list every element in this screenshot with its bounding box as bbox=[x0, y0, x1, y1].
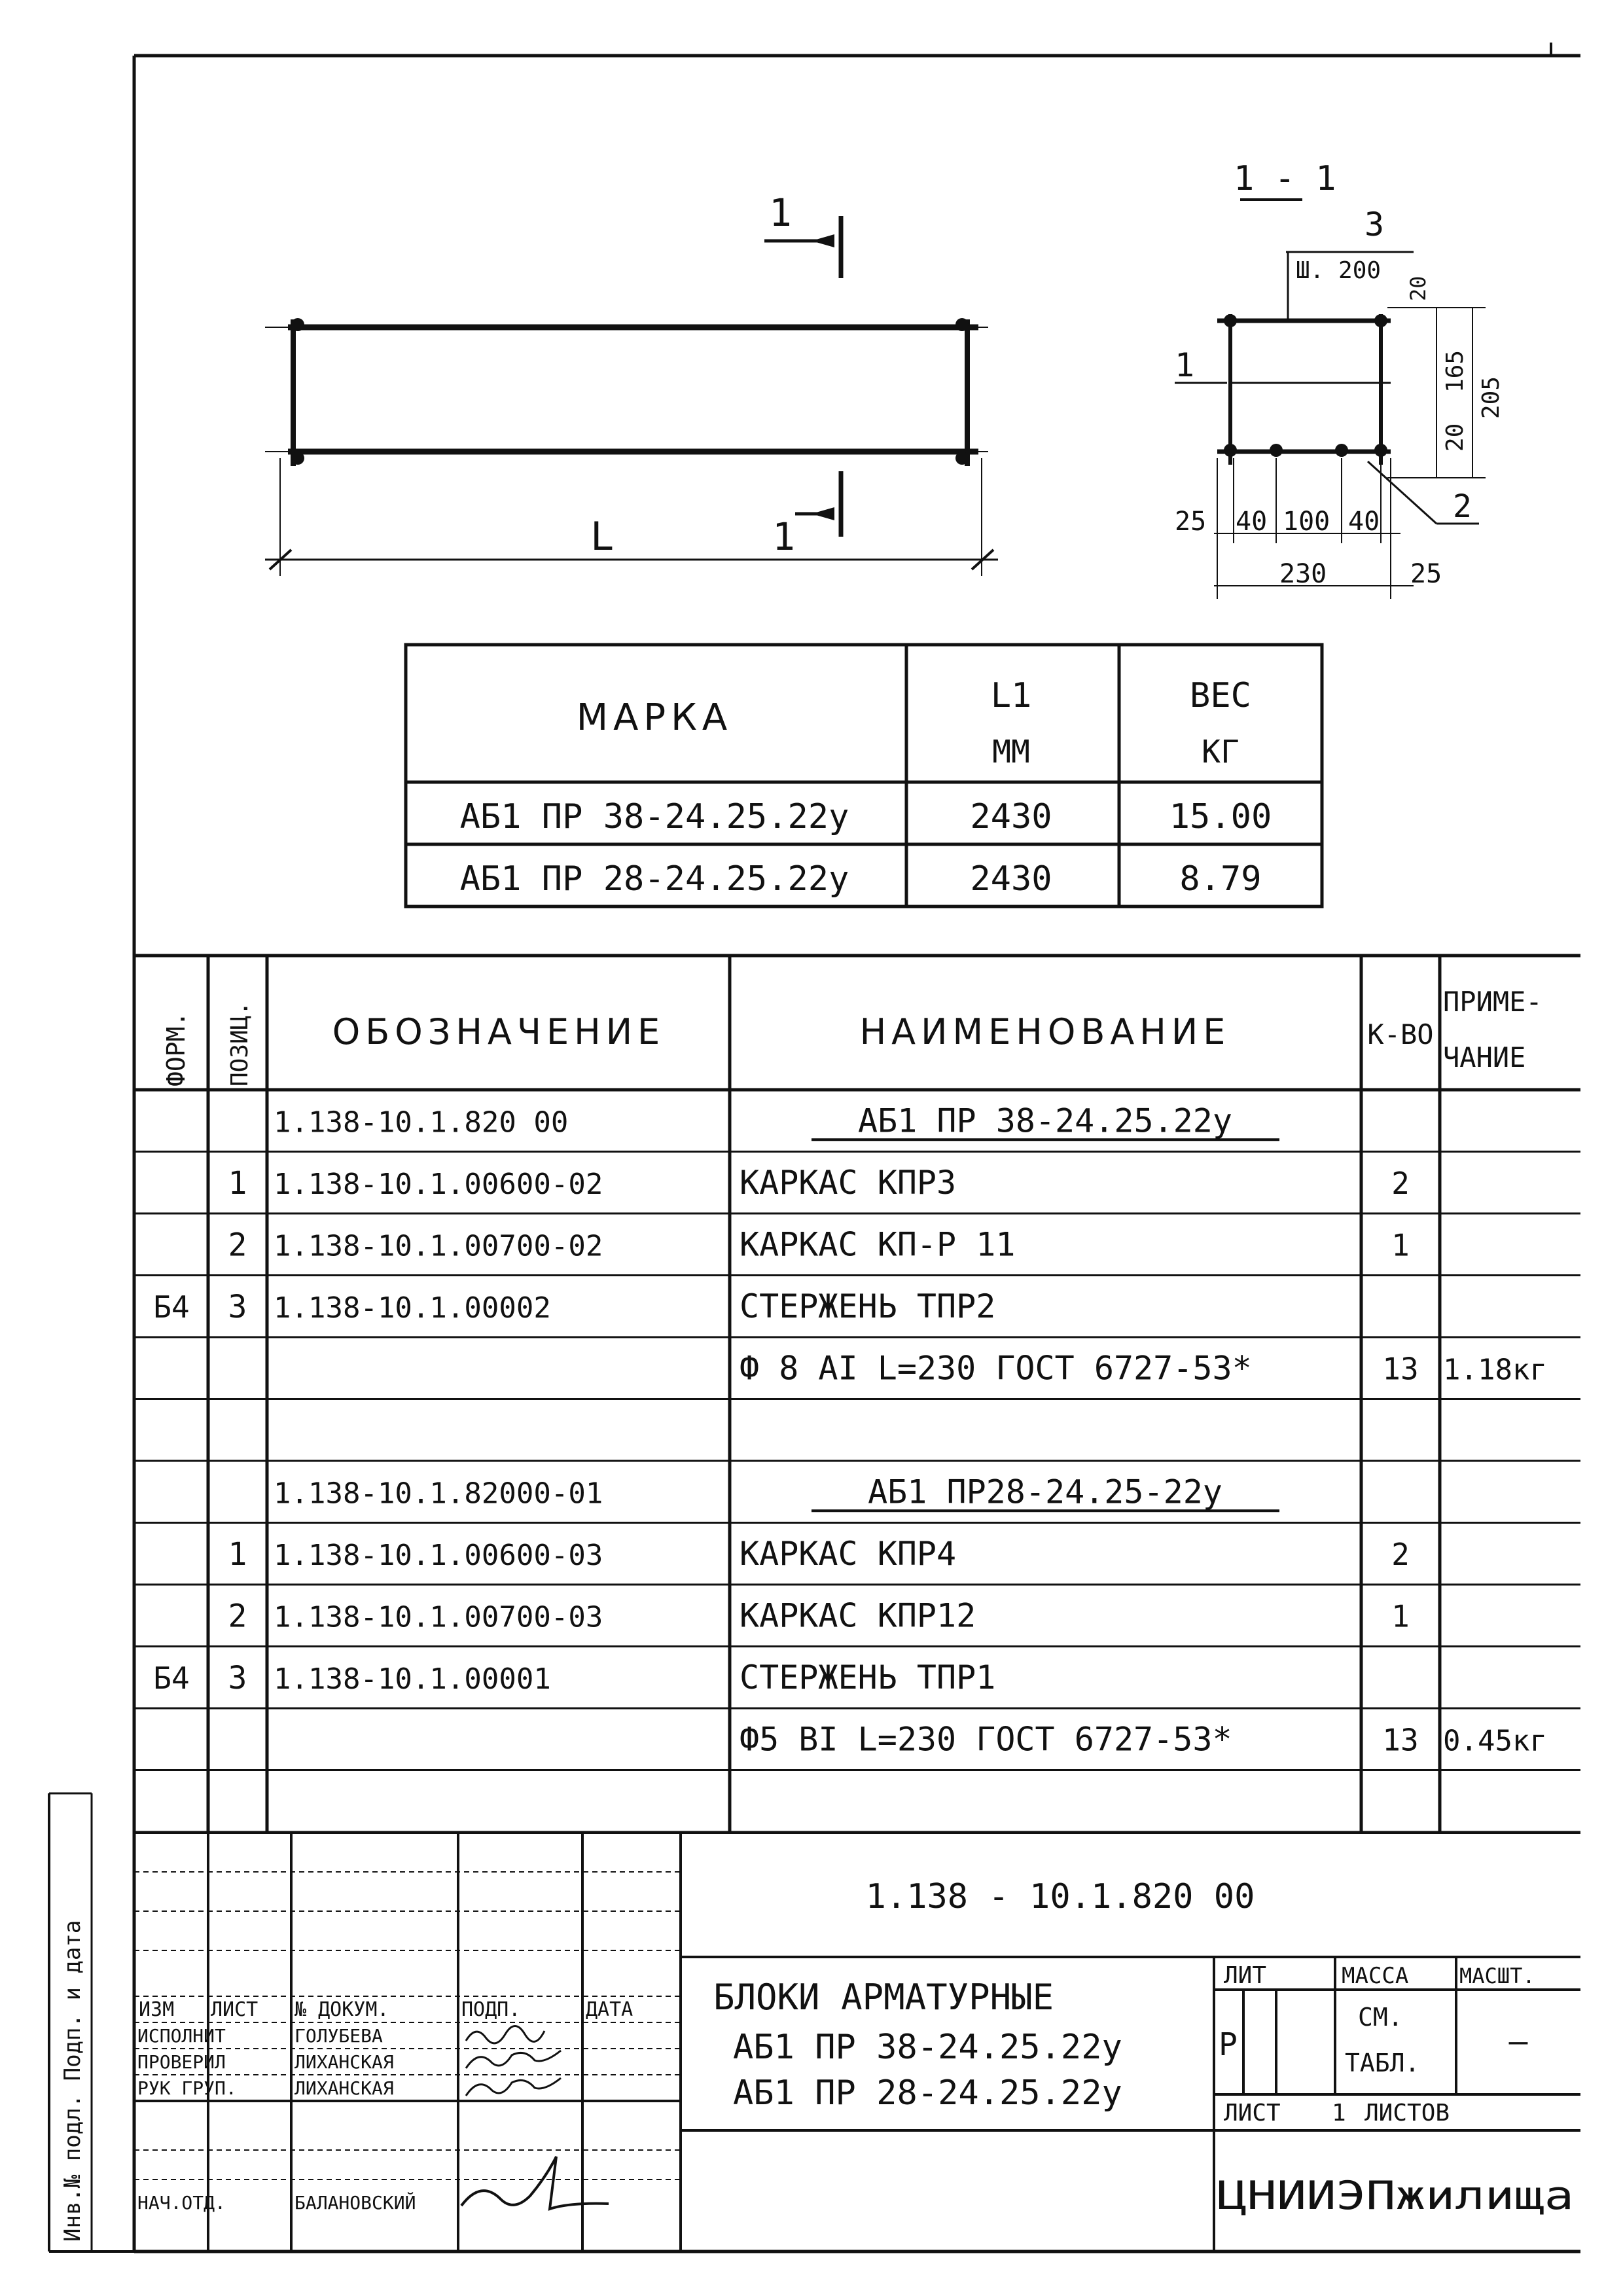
beam-elevation-drawing bbox=[265, 190, 998, 576]
lit-value: Р bbox=[1219, 2026, 1238, 2063]
title-line-1: БЛОКИ АРМАТУРНЫЕ bbox=[713, 1977, 1054, 2018]
spec-cell-pos: 2 bbox=[228, 1598, 247, 1635]
mass-value-1: СМ. bbox=[1358, 2003, 1403, 2032]
marks-header-length-unit: ММ bbox=[992, 734, 1030, 770]
rev-header-change: ИЗМ bbox=[139, 1998, 175, 2021]
spec-cell-designation: 1.138-10.1.820 00 bbox=[274, 1105, 569, 1139]
doc-code: 1.138 - 10.1.820 00 bbox=[865, 1877, 1255, 1916]
sheets-label: ЛИСТОВ bbox=[1364, 2100, 1450, 2126]
organization-name: ЦНИИЭПжилища bbox=[1217, 2173, 1574, 2219]
marks-header-length: L1 bbox=[990, 676, 1032, 715]
dim-205: 205 bbox=[1478, 376, 1505, 419]
spec-cell-qty: 13 bbox=[1382, 1722, 1419, 1758]
spec-cell-designation: 1.138-10.1.00700-02 bbox=[274, 1229, 603, 1263]
name-dept-head: БАЛАНОВСКИЙ bbox=[294, 2192, 416, 2214]
margin-label: Инв.№ подл. Подп. и дата bbox=[60, 1920, 86, 2242]
signature-dept-head bbox=[461, 2157, 609, 2209]
spec-cell-qty: 2 bbox=[1391, 1165, 1410, 1201]
marks-row-1-mark: АБ1 ПР 38-24.25.22у bbox=[459, 797, 849, 836]
left-margin-stamp bbox=[49, 1793, 134, 2251]
mass-value-2: ТАБЛ. bbox=[1345, 2049, 1420, 2077]
bar-pitch-label: Ш. 200 bbox=[1296, 257, 1382, 284]
dim-230: 230 bbox=[1279, 559, 1327, 589]
name-group-lead: ЛИХАНСКАЯ bbox=[294, 2077, 394, 2099]
spec-cell-designation: 1.138-10.1.00600-03 bbox=[274, 1538, 603, 1572]
dim-40-left: 40 bbox=[1236, 507, 1268, 537]
lit-label: ЛИТ bbox=[1224, 1962, 1267, 1989]
title-block bbox=[134, 1833, 1580, 2251]
spec-cell-designation: 1.138-10.1.00600-02 bbox=[274, 1167, 603, 1201]
signature-checker bbox=[466, 2051, 561, 2068]
spec-header-name: НАИМЕНОВАНИЕ bbox=[859, 1011, 1231, 1052]
rev-header-sign: ПОДП. bbox=[461, 1998, 521, 2021]
section-pos-3: 3 bbox=[1364, 206, 1385, 243]
spec-cell-name: КАРКАС КПР4 bbox=[740, 1534, 957, 1573]
spec-cell-form: Б4 bbox=[153, 1660, 190, 1696]
spec-cell-qty: 2 bbox=[1391, 1536, 1410, 1572]
role-developer: ИСПОЛНИТ bbox=[137, 2025, 226, 2047]
spec-rows bbox=[153, 1102, 1547, 1758]
signature-group-lead bbox=[466, 2078, 561, 2096]
rev-header-doc: № ДОКУМ. bbox=[294, 1998, 389, 2021]
spec-cell-name: КАРКАС КПР12 bbox=[740, 1596, 976, 1635]
spec-cell-name: АБ1 ПР28-24.25-22у bbox=[868, 1473, 1222, 1511]
dim-40-right: 40 bbox=[1348, 507, 1380, 537]
spec-header-note-2: ЧАНИЕ bbox=[1443, 1041, 1526, 1073]
name-developer: ГОЛУБЕВА bbox=[294, 2025, 383, 2047]
spec-cell-qty: 13 bbox=[1382, 1351, 1419, 1387]
role-checker: ПРОВЕРИЛ bbox=[137, 2051, 226, 2073]
section-title: 1 - 1 bbox=[1234, 159, 1336, 198]
dim-165: 165 bbox=[1442, 350, 1469, 393]
marks-header-mark: МАРКА bbox=[576, 696, 733, 739]
sheet-frame bbox=[134, 43, 1580, 2251]
rev-header-date: ДАТА bbox=[586, 1998, 633, 2021]
marks-table bbox=[406, 645, 1322, 906]
spec-cell-pos: 3 bbox=[228, 1659, 247, 1696]
rev-header-sheet: ЛИСТ bbox=[211, 1998, 259, 2021]
section-pos-1: 1 bbox=[1175, 346, 1195, 384]
section-mark-top: 1 bbox=[769, 190, 792, 235]
marks-header-weight: ВЕС bbox=[1190, 676, 1251, 715]
spec-cell-designation: 1.138-10.1.00700-03 bbox=[274, 1600, 603, 1634]
scale-value: — bbox=[1508, 2023, 1528, 2060]
dim-25-right: 25 bbox=[1410, 559, 1442, 589]
section-mark-bottom: 1 bbox=[772, 514, 795, 559]
section-pos-2: 2 bbox=[1453, 488, 1472, 525]
spec-cell-name: АБ1 ПР 38-24.25.22у bbox=[858, 1102, 1232, 1140]
spec-cell-form: Б4 bbox=[153, 1289, 190, 1325]
spec-header-form: ФОРМ. bbox=[162, 1011, 190, 1086]
spec-cell-pos: 2 bbox=[228, 1227, 247, 1264]
marks-header-weight-unit: КГ bbox=[1202, 734, 1240, 770]
role-dept-head: НАЧ.ОТД. bbox=[137, 2192, 226, 2214]
dim-100: 100 bbox=[1283, 507, 1330, 537]
name-checker: ЛИХАНСКАЯ bbox=[294, 2051, 394, 2073]
role-group-lead: РУК ГРУП. bbox=[137, 2077, 237, 2099]
spec-header-designation: ОБОЗНАЧЕНИЕ bbox=[332, 1011, 666, 1052]
spec-cell-designation: 1.138-10.1.00001 bbox=[274, 1662, 551, 1696]
spec-cell-name: СТЕРЖЕНЬ ТПР2 bbox=[740, 1287, 996, 1325]
title-line-3: АБ1 ПР 28-24.25.22у bbox=[733, 2073, 1122, 2113]
spec-cell-name: КАРКАС КП-Р 11 bbox=[740, 1225, 1016, 1264]
dim-20-top: 20 bbox=[1406, 276, 1431, 301]
spec-cell-qty: 1 bbox=[1391, 1227, 1410, 1263]
spec-header-pos: ПОЗИЦ. bbox=[226, 1001, 253, 1086]
spec-cell-designation: 1.138-10.1.82000-01 bbox=[274, 1477, 603, 1511]
title-line-2: АБ1 ПР 38-24.25.22у bbox=[733, 2028, 1122, 2067]
spec-header-qty: К-ВО bbox=[1367, 1018, 1434, 1050]
sheet-number: 1 bbox=[1332, 2100, 1346, 2126]
spec-header-note-1: ПРИМЕ- bbox=[1443, 986, 1543, 1018]
spec-cell-qty: 1 bbox=[1391, 1598, 1410, 1634]
spec-cell-designation: 1.138-10.1.00002 bbox=[274, 1291, 551, 1325]
spec-cell-pos: 3 bbox=[228, 1288, 247, 1325]
spec-table bbox=[134, 956, 1580, 1833]
spec-cell-pos: 1 bbox=[228, 1164, 247, 1202]
sheet-label: ЛИСТ bbox=[1224, 2100, 1281, 2126]
marks-row-2-length: 2430 bbox=[970, 859, 1052, 899]
length-dimension-label: L bbox=[590, 514, 615, 560]
marks-row-2-weight: 8.79 bbox=[1179, 859, 1262, 899]
signature-developer bbox=[466, 2026, 544, 2043]
cross-section-drawing bbox=[1175, 159, 1505, 599]
marks-row-1-length: 2430 bbox=[970, 797, 1052, 836]
spec-cell-name: СТЕРЖЕНЬ ТПР1 bbox=[740, 1658, 996, 1696]
spec-cell-note: 1.18кг bbox=[1443, 1353, 1547, 1387]
mass-label: МАССА bbox=[1342, 1963, 1409, 1989]
marks-row-1-weight: 15.00 bbox=[1169, 797, 1272, 836]
dim-25-left: 25 bbox=[1175, 507, 1207, 537]
scale-label: МАСШТ. bbox=[1459, 1964, 1535, 1988]
spec-cell-name: Ф 8 АI L=230 ГОСТ 6727-53* bbox=[740, 1349, 1252, 1388]
spec-cell-pos: 1 bbox=[228, 1535, 247, 1573]
dim-20-left: 20 bbox=[1442, 423, 1469, 452]
marks-row-2-mark: АБ1 ПР 28-24.25.22у bbox=[459, 859, 849, 899]
spec-cell-note: 0.45кг bbox=[1443, 1724, 1547, 1758]
spec-cell-name: Ф5 ВI L=230 ГОСТ 6727-53* bbox=[740, 1720, 1232, 1759]
spec-cell-name: КАРКАС КПР3 bbox=[740, 1163, 957, 1202]
